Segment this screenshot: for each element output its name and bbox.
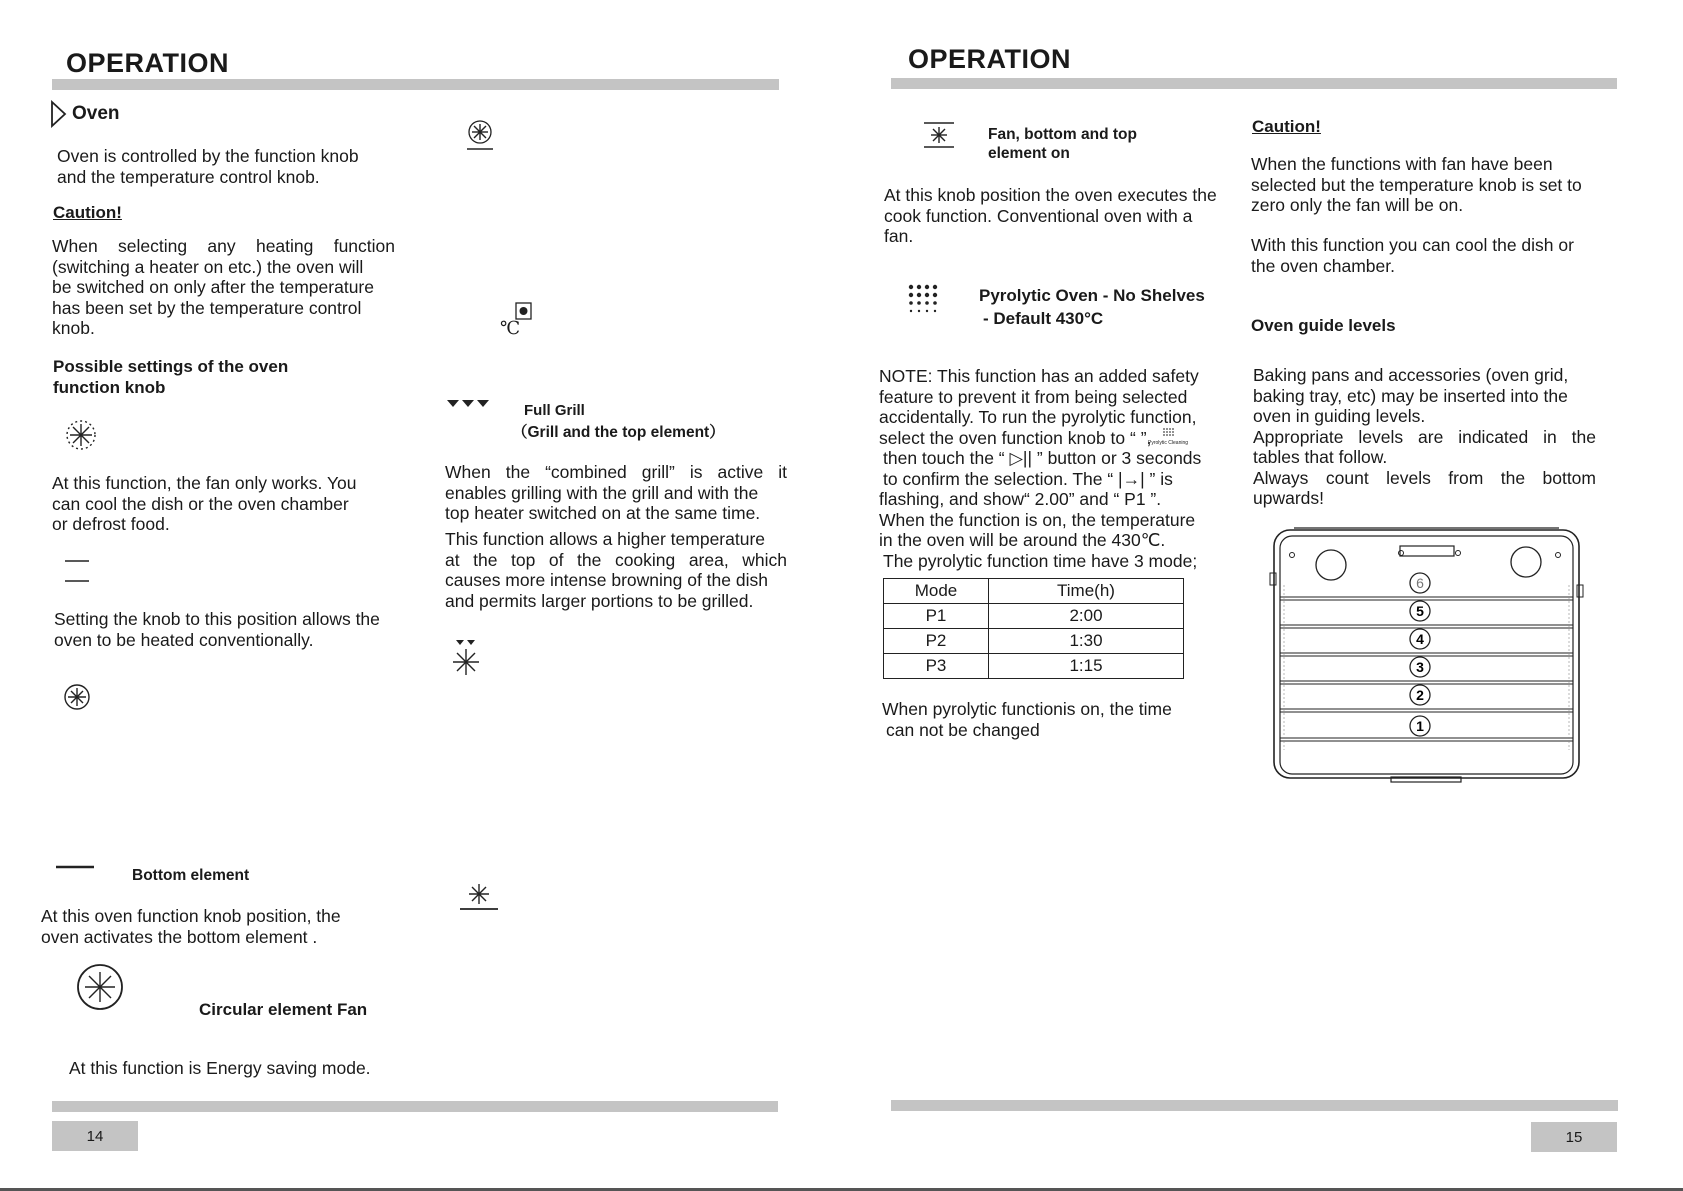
circular-fan-label: Circular element Fan xyxy=(199,1000,368,1019)
grill-fan-icon xyxy=(452,638,486,678)
oven-intro: Oven is controlled by the function knob and the temperature control knob. xyxy=(57,146,359,187)
pyrolytic-dots-icon xyxy=(907,283,945,317)
level-number: 5 xyxy=(1416,603,1424,619)
left-title-rule xyxy=(52,79,779,90)
pyrolytic-mini-caption: Pyrolytic Cleaning xyxy=(1148,440,1189,446)
table-row xyxy=(884,629,1184,654)
conventional-text: Setting the knob to this position allows the oven to be heated conventionally. xyxy=(54,609,380,650)
table-header-cell: Time(h) xyxy=(989,579,1184,604)
pyrolytic-note-text: NOTE: This function has an added safety feature to prevent it from being selected accidentally. To run the pyrolytic function, select the oven function knob to “ ”, then touch the “ ▷|| ” button or 3 seconds to confirm the selection. The “ |→| ” is flashing, and show“ 2.00” and “ P1 ”. When the function is on, the temperature in the oven will be around the 430℃. The pyrolytic function time have 3 mode; xyxy=(879,366,1202,571)
left-page-number: 14 xyxy=(52,1121,138,1151)
triangle-marker-icon xyxy=(50,100,68,128)
oven-levels-diagram xyxy=(1268,525,1586,785)
bottom-fan-icon xyxy=(458,882,500,912)
energy-text: At this function is Energy saving mode. xyxy=(69,1058,371,1078)
full-grill-sub: （Grill and the top element） xyxy=(512,424,725,441)
fan-only-text: At this function, the fan only works. You can cool the dish or the oven chamber or defrost food. xyxy=(52,473,357,534)
table-cell: P3 xyxy=(884,654,989,679)
pyrolytic-mode-table xyxy=(883,578,1184,679)
level-number: 4 xyxy=(1416,631,1424,647)
table-cell: P2 xyxy=(884,629,989,654)
combined-grill-text: When the “combined grill” is active it enables grilling with the grill and with the top heater switched on at the same time. xyxy=(445,462,787,523)
pyrolytic-mini-icon xyxy=(1162,427,1176,437)
table-cell: 1:15 xyxy=(989,654,1184,679)
table-cell: P1 xyxy=(884,604,989,629)
higher-temp-text: This function allows a higher temperature at the top of the cooking area, which causes more intense browning of the dish and permits larger portions to be grilled. xyxy=(445,529,787,611)
right-title-rule xyxy=(891,78,1617,89)
fan-circle-icon xyxy=(63,683,91,711)
level-number: 1 xyxy=(1416,718,1424,734)
level-number: 6 xyxy=(1416,575,1424,591)
fan-grill-icon xyxy=(465,118,495,152)
right-page-number: 15 xyxy=(1531,1122,1617,1152)
fan-bottom-top-label: Fan, bottom and top element on xyxy=(988,126,1137,162)
table-header-cell: Mode xyxy=(884,579,989,604)
right-page-title: OPERATION xyxy=(908,44,1072,74)
caution-text-right: When the functions with fan have been selected but the temperature knob is set to zero only the fan will be on. xyxy=(1251,154,1582,215)
table-row xyxy=(884,654,1184,679)
left-page-title: OPERATION xyxy=(66,48,230,78)
level-number: 3 xyxy=(1416,659,1424,675)
level-number: 2 xyxy=(1416,687,1424,703)
cool-text: With this function you can cool the dish or the oven chamber. xyxy=(1251,235,1574,276)
bottom-element-text: At this oven function knob position, the oven activates the bottom element . xyxy=(41,906,341,947)
pyrolytic-label: Pyrolytic Oven - No Shelves - Default 430°C xyxy=(979,286,1205,328)
full-grill-icon xyxy=(446,398,494,410)
bottom-element-icon xyxy=(56,862,96,872)
oven-heading: Oven xyxy=(72,103,120,124)
table-header-row xyxy=(884,579,1184,604)
table-row xyxy=(884,604,1184,629)
celsius-symbol: ℃ xyxy=(500,318,521,339)
right-footer-rule xyxy=(891,1100,1618,1111)
settings-heading: Possible settings of the oven function knob xyxy=(53,357,289,397)
table-cell: 2:00 xyxy=(989,604,1184,629)
caution-label-right: Caution! xyxy=(1252,117,1321,136)
caution-label-left: Caution! xyxy=(53,203,122,222)
circular-fan-icon xyxy=(76,963,124,1011)
guide-levels-text: Baking pans and accessories (oven grid, baking tray, etc) may be inserted into the oven in guiding levels. Appropriate levels are indicated in the tables that follow. Always count levels from the bottom upwards! xyxy=(1253,365,1596,508)
fan-bottom-top-text: At this knob position the oven executes the cook function. Conventional oven with a fan. xyxy=(884,185,1217,246)
fan-only-icon xyxy=(64,418,98,452)
fan-bottom-top-icon xyxy=(922,120,956,150)
after-table-text: When pyrolytic functionis on, the time can not be changed xyxy=(882,699,1172,740)
top-bottom-heat-icon xyxy=(63,555,93,585)
table-cell: 1:30 xyxy=(989,629,1184,654)
full-grill-label: Full Grill xyxy=(524,402,585,419)
caution-text-left: When selecting any heating function (switching a heater on etc.) the oven will be switched on only after the temperature has been set by the temperature control knob. xyxy=(52,236,395,338)
bottom-element-label: Bottom element xyxy=(132,867,250,884)
guide-levels-heading: Oven guide levels xyxy=(1251,316,1396,335)
left-footer-rule xyxy=(52,1101,778,1112)
